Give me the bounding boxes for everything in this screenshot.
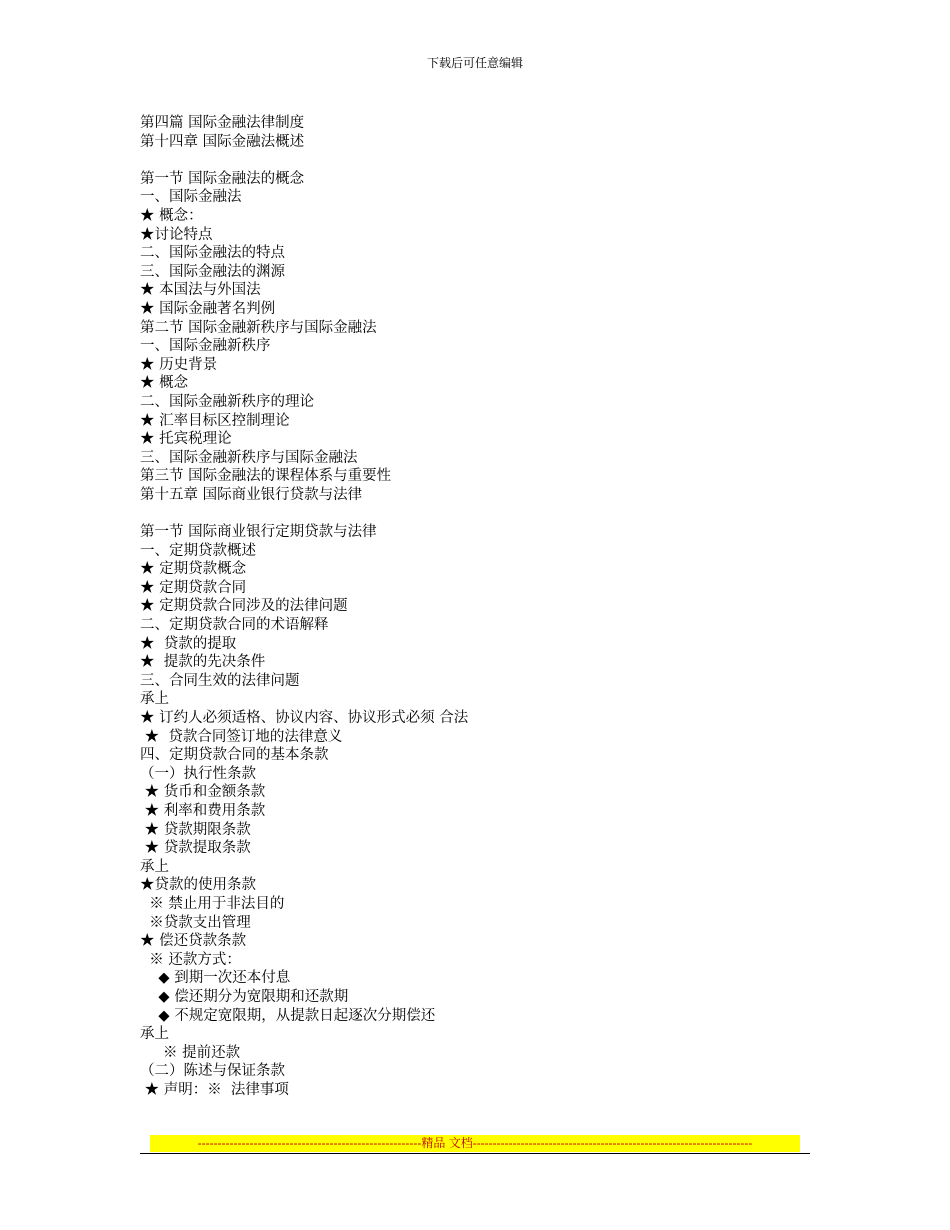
text-line: ★贷款的使用条款 <box>140 877 256 894</box>
text-line: ★ 概念： <box>140 207 203 224</box>
text-line: ※ 提前还款 <box>140 1044 241 1061</box>
text-line: ★讨论特点 <box>140 226 213 243</box>
text-line: 一、定期贷款概述 <box>140 542 256 559</box>
document-body <box>140 114 820 1099</box>
text-line: ★ 偿还贷款条款 <box>140 933 247 950</box>
text-line: ★ 货币和金额条款 <box>140 784 266 801</box>
text-line: ※ 禁止用于非法目的 <box>140 895 285 912</box>
footer-banner: --------------------------------------------------------精品 文档---------------------------------------------------------------------- <box>150 1135 800 1152</box>
text-line: 一、国际金融法 <box>140 189 242 206</box>
text-line: ★ 定期贷款合同涉及的法律问题 <box>140 598 348 615</box>
text-line: （一）执行性条款 <box>140 765 256 782</box>
text-line: 三、国际金融新秩序与国际金融法 <box>140 449 358 466</box>
text-line: ※ 还款方式： <box>140 951 241 968</box>
text-line: ★ 历史背景 <box>140 356 218 373</box>
text-line: ★ 提款的先决条件 <box>140 654 266 671</box>
text-line: ★ 贷款的提取 <box>140 635 237 652</box>
text-line: ◆ 到期一次还本付息 <box>140 970 291 987</box>
text-line: 第一节 国际金融法的概念 <box>140 170 305 187</box>
text-line: 第二节 国际金融新秩序与国际金融法 <box>140 319 377 336</box>
text-line: 一、国际金融新秩序 <box>140 338 271 355</box>
text-line: ★ 本国法与外国法 <box>140 282 261 299</box>
page-footer <box>140 1135 810 1153</box>
text-line: ◆ 不规定宽限期，从提款日起逐次分期偿还 <box>140 1007 436 1024</box>
text-line: ★ 国际金融著名判例 <box>140 300 276 317</box>
text-line: ※贷款支出管理 <box>140 914 251 931</box>
header-note: 下载后可任意编辑 <box>426 56 523 70</box>
text-line: 第一节 国际商业银行定期贷款与法律 <box>140 524 377 541</box>
footer-divider <box>140 1153 810 1154</box>
text-line: ★ 托宾税理论 <box>140 431 232 448</box>
text-line: ★ 贷款期限条款 <box>140 821 251 838</box>
text-line: ◆ 偿还期分为宽限期和还款期 <box>140 988 349 1005</box>
text-line: 四、定期贷款合同的基本条款 <box>140 747 329 764</box>
text-line: 承上 <box>140 691 169 708</box>
text-line: 三、国际金融法的渊源 <box>140 263 285 280</box>
text-line: ★ 汇率目标区控制理论 <box>140 412 290 429</box>
text-line: 承上 <box>140 1026 169 1043</box>
text-line: 第四篇 国际金融法律制度 <box>140 115 305 131</box>
text-line: ★ 声明：※ 法律事项 <box>140 1081 289 1098</box>
text-line: 二、国际金融新秩序的理论 <box>140 393 314 410</box>
text-line: 第十四章 国际金融法概述 <box>140 133 305 150</box>
text-line: ★ 概念 <box>140 375 189 392</box>
text-line: 三、合同生效的法律问题 <box>140 672 300 689</box>
text-line: ★ 订约人必须适格、协议内容、协议形式必须 合法 <box>140 710 469 726</box>
blank-line <box>140 151 820 170</box>
text-line: ★ 定期贷款概念 <box>140 561 247 578</box>
text-line: 二、国际金融法的特点 <box>140 245 285 262</box>
text-line: 二、定期贷款合同的术语解释 <box>140 617 329 634</box>
text-line: 第三节 国际金融法的课程体系与重要性 <box>140 468 392 485</box>
text-line: 承上 <box>140 858 169 875</box>
text-line: （二）陈述与保证条款 <box>140 1063 285 1080</box>
text-line: ★ 定期贷款合同 <box>140 579 247 596</box>
text-line: ★ 贷款合同签订地的法律意义 <box>140 728 343 745</box>
text-line: 第十五章 国际商业银行贷款与法律 <box>140 486 363 503</box>
text-line: ★ 贷款提取条款 <box>140 840 251 857</box>
blank-line <box>140 504 820 523</box>
text-line: ★ 利率和费用条款 <box>140 802 266 819</box>
